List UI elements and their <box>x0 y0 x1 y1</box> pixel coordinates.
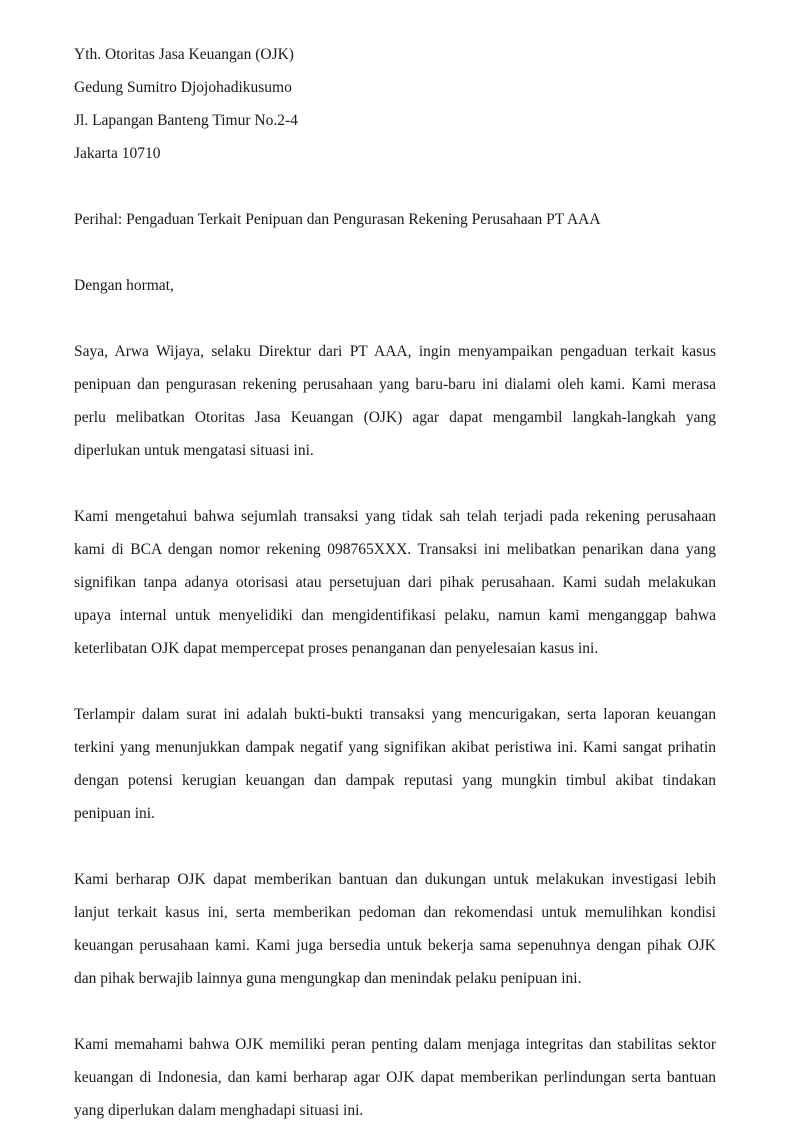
spacer-after-salutation <box>74 302 716 335</box>
body-paragraph-1: Saya, Arwa Wijaya, selaku Direktur dari PT AAA, ingin menyampaikan pengaduan terkait kasus penipuan dan pengurasan rekening perusahaan yang baru-baru ini dialami oleh kami. Kami merasa perlu melibatkan Otoritas Jasa Keuangan (OJK) agar dapat mengambil langkah-langkah yang diperlukan untuk mengatasi situasi ini. <box>74 343 716 459</box>
spacer-paragraph-1-2 <box>74 467 716 500</box>
spacer-paragraph-2-3 <box>74 665 716 698</box>
recipient-line-building: Gedung Sumitro Djojohadikusumo <box>74 79 292 96</box>
body-paragraph-5: Kami memahami bahwa OJK memiliki peran penting dalam menjaga integritas dan stabilitas sektor keuangan di Indonesia, dan kami berharap agar OJK dapat memberikan perlindungan serta bantuan yang diperlukan dalam menghadapi situasi ini. <box>74 1036 716 1119</box>
salutation: Dengan hormat, <box>74 277 174 294</box>
spacer-paragraph-3-4 <box>74 830 716 863</box>
spacer-paragraph-4-5 <box>74 995 716 1028</box>
body-paragraph-2: Kami mengetahui bahwa sejumlah transaksi yang tidak sah telah terjadi pada rekening perusahaan kami di BCA dengan nomor rekening 098765XXX. Transaksi ini melibatkan penarikan dana yang signifikan tanpa adanya otorisasi atau persetujuan dari pihak perusahaan. Kami sudah melakukan upaya internal untuk menyelidiki dan mengidentifikasi pelaku, namun kami menganggap bahwa keterlibatan OJK dapat mempercepat proses penanganan dan penyelesaian kasus ini. <box>74 508 716 657</box>
spacer-after-address <box>74 170 716 203</box>
body-paragraph-4: Kami berharap OJK dapat memberikan bantuan dan dukungan untuk melakukan investigasi lebih lanjut terkait kasus ini, serta memberikan pedoman dan rekomendasi untuk memulihkan kondisi keuangan perusahaan kami. Kami juga bersedia untuk bekerja sama sepenuhnya dengan pihak OJK dan pihak berwajib lainnya guna mengungkap dan menindak pelaku penipuan ini. <box>74 871 716 987</box>
recipient-line-authority: Yth. Otoritas Jasa Keuangan (OJK) <box>74 46 294 63</box>
recipient-address-block <box>74 38 716 170</box>
spacer-after-subject <box>74 236 716 269</box>
letter-content <box>74 38 716 1127</box>
subject-line: Perihal: Pengaduan Terkait Penipuan dan Pengurasan Rekening Perusahaan PT AAA <box>74 211 601 228</box>
recipient-line-city-postal: Jakarta 10710 <box>74 145 161 162</box>
recipient-line-street: Jl. Lapangan Banteng Timur No.2-4 <box>74 112 298 129</box>
body-paragraph-3: Terlampir dalam surat ini adalah bukti-bukti transaksi yang mencurigakan, serta laporan keuangan terkini yang menunjukkan dampak negatif yang signifikan akibat peristiwa ini. Kami sangat prihatin dengan potensi kerugian keuangan dan dampak reputasi yang mungkin timbul akibat tindakan penipuan ini. <box>74 706 716 822</box>
